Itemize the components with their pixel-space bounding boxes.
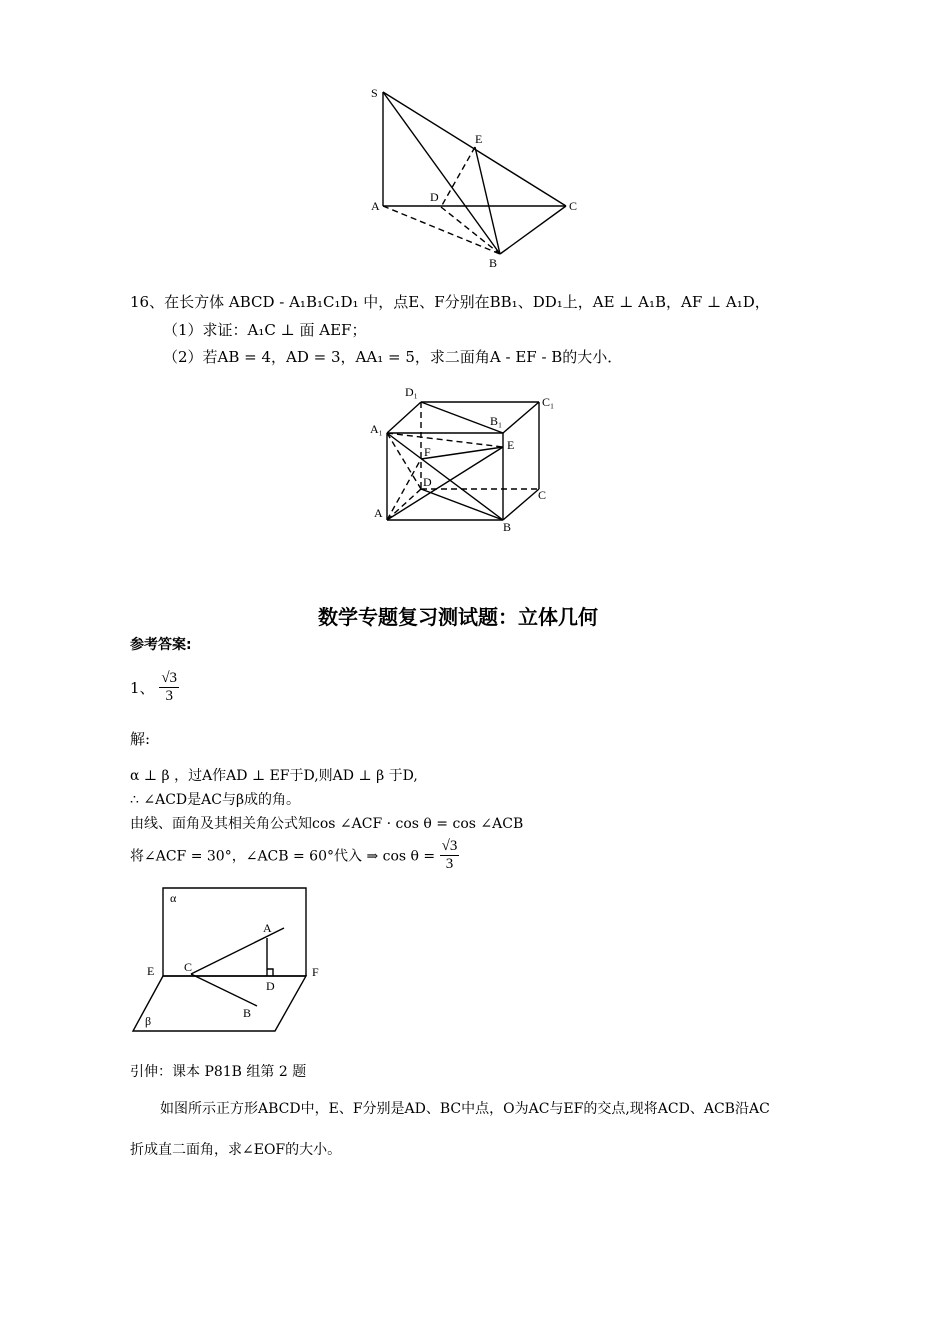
extension-problem-line-1: 如图所示正方形ABCD中，E、F分别是AD、BC中点，O为AC与EF的交点,现将ACD、ACB沿AC: [160, 1101, 770, 1117]
label-F: F: [312, 965, 319, 979]
label-B: B: [489, 256, 498, 270]
solution-line-4-text: 将∠ACF = 30°，∠ACB = 60°代入 ⇒ cos θ =: [130, 848, 436, 865]
label-beta: β: [145, 1014, 152, 1028]
label-D: D: [423, 475, 432, 489]
label-A: A: [374, 506, 383, 520]
label-B: B: [503, 520, 512, 534]
q16-part1: （1）求证：A₁C ⊥ 面 AEF；: [163, 321, 367, 339]
label-A1: A₁: [370, 422, 383, 436]
label-A: A: [371, 199, 380, 213]
label-C: C: [184, 960, 193, 974]
label-D: D: [430, 190, 439, 204]
solution-line-2: ∴ ∠ACD是AC与β成的角。: [130, 792, 301, 808]
q16-statement: 16、在长方体 ABCD - A₁B₁C₁D₁ 中，点E、F分别在BB₁、DD₁上，AE ⊥ A₁B，AF ⊥ A₁D，: [130, 293, 770, 311]
solution-label: 解:: [130, 730, 151, 748]
answer-1-denominator: 3: [165, 688, 173, 704]
extension-problem-line-2: 折成直二面角，求∠EOF的大小。: [130, 1142, 342, 1158]
label-B: B: [243, 1006, 252, 1020]
label-A: A: [263, 921, 272, 935]
label-D1: D₁: [405, 385, 418, 399]
label-C: C: [569, 199, 578, 213]
answers-title: 数学专题复习测试题：立体几何: [318, 605, 598, 629]
solution-line-3: 由线、面角及其相关角公式知cos ∠ACF · cos θ = cos ∠ACB: [130, 816, 524, 832]
extension-reference: 引伸：课本 P81B 组第 2 题: [130, 1064, 307, 1080]
label-C: C: [538, 488, 547, 502]
label-S: S: [371, 86, 378, 100]
label-B1: B₁: [490, 414, 503, 428]
label-C1: C₁: [542, 395, 555, 409]
label-E: E: [147, 964, 155, 978]
solution-line-1: α ⊥ β ，过A作AD ⊥ EF于D,则AD ⊥ β 于D,: [130, 768, 418, 784]
answer-1-numerator: √3: [161, 670, 178, 686]
q16-part2: （2）若AB = 4，AD = 3，AA₁ = 5，求二面角A - EF - B的大小．: [163, 348, 623, 366]
label-E: E: [507, 438, 515, 452]
label-F: F: [424, 445, 431, 459]
solution-line-4-denominator: 3: [445, 856, 454, 872]
reference-label: 参考答案:: [130, 637, 192, 653]
label-E: E: [475, 132, 483, 146]
solution-line-4-numerator: √3: [441, 838, 458, 854]
answer-1-prefix: 1、: [130, 679, 155, 697]
label-alpha: α: [170, 891, 177, 905]
label-D: D: [266, 979, 275, 993]
